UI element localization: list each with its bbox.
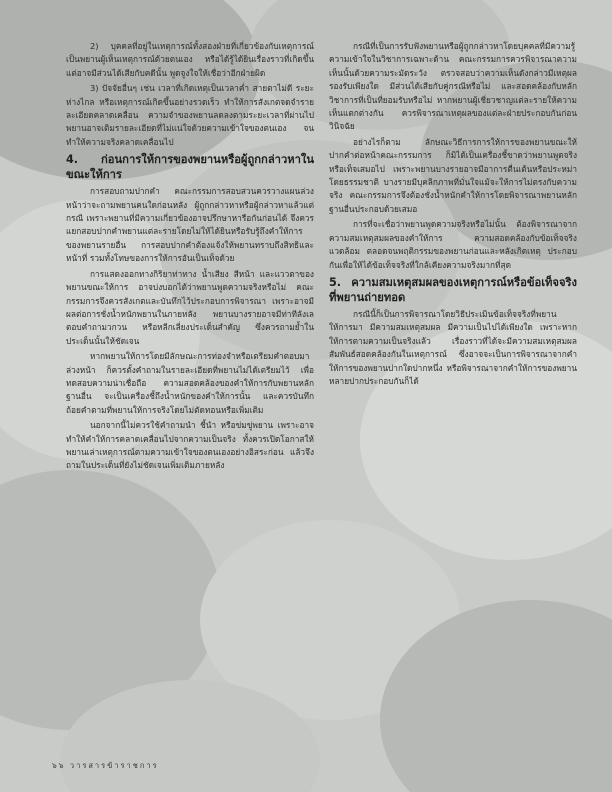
- paragraph: กรณีนี้ก็เป็นการพิจารณาโดยวิธีประเมินข้อเท็จจริงที่พยานให้การมา มีความสมเหตุสมผล มีความเป็นไปได้เพียงใด เพราะหากให้การตามความเป็นจริงแล้ว เรื่องราวที่ได้จะมีความสมเหตุสมผล สัมพันธ์สอดคล้องกันในเหตุการณ์ ซึ่งอาจจะเป็นการพิจารณาจากคำให้การของพยานปากใดปากหนึ่ง หรือพิจารณาจากคำให้การของพยานหลายปากประกอบกันก็ได้: [329, 308, 577, 386]
- paragraph: กรณีที่เป็นการรับฟังพยานหรือผู้ถูกกล่าวหาโดยบุคคลที่มีความรู้ความเข้าใจในวิชาการเฉพาะด้าน คณะกรรมการควรพิจารณาความเห็นนั้นด้วยความระมัดระวัง ตรวจสอบว่าความเห็นดังกล่าวมีเหตุผลรองรับเพียงใด มีส่วนได้เสียกับคู่กรณีหรือไม่ และสอดคล้องกับหลักวิชาการที่เป็นที่ยอมรับหรือไม่ หากพยานผู้เชี่ยวชาญแต่ละรายให้ความเห็นแตกต่างกัน ควรพิจารณาเหตุผลของแต่ละฝ่ายประกอบกันก่อนวินิจฉัย: [329, 41, 577, 132]
- paragraph: 2) บุคคลที่อยู่ในเหตุการณ์ทั้งสองฝ่ายที่เกี่ยวข้องกับเหตุการณ์ เป็นพยานผู้เห็นเหตุการณ์ด้วยตนเอง หรือได้รู้ได้ยินเรื่องราวที่เกิดขึ้น แต่อาจมีส่วนได้เสียกับคดีนั้น พูดจูงใจให้เชื่อว่าอีกฝ่ายผิด: [66, 41, 314, 78]
- left-column: [66, 40, 314, 475]
- section-heading-5: 5. ความสมเหตุสมผลของเหตุการณ์หรือข้อเท็จจริงที่พยานถ่ายทอด: [329, 275, 577, 304]
- paragraph: การสอบถามปากคำ คณะกรรมการสอบสวนควรวางแผนล่วงหน้าว่าจะถามพยานคนใดก่อนหลัง ผู้ถูกกล่าวหาหรือผู้กล่าวหาแล้วแต่กรณี เพราะพยานที่มีความเกี่ยวข้องอาจปรึกษาหารือกันก่อนได้ จึงควรแยกสอบปากคำพยานแต่ละรายโดยไม่ให้ได้ยินหรือรับรู้ถึงคำให้การของพยานรายอื่น การสอบปากคำต้องแจ้งให้พยานทราบถึงสิทธิและหน้าที่ รวมทั้งโทษของการให้การอันเป็นเท็จด้วย: [66, 186, 314, 264]
- paragraph: นอกจากนี้ไม่ควรใช้คำถามนำ ชี้นำ หรือข่มขู่พยาน เพราะอาจทำให้คำให้การคลาดเคลื่อนไปจากความเป็นจริง ทั้งควรเปิดโอกาสให้พยานเล่าเหตุการณ์ตามความเข้าใจของตนเองอย่างอิสระก่อน แล้วจึงถามในประเด็นที่ยังไม่ชัดเจนเพิ่มเติมภายหลัง: [66, 420, 314, 471]
- page-footer: ๖๖ วารสารข้าราชการ: [52, 761, 159, 770]
- paragraph: 3) ปัจจัยอื่นๆ เช่น เวลาที่เกิดเหตุเป็นเวลาค่ำ สายตาไม่ดี ระยะห่างไกล หรือเหตุการณ์เกิดขึ้นอย่างรวดเร็ว ทำให้การสังเกตจดจำรายละเอียดคลาดเคลื่อน ความจำของพยานลดลงตามระยะเวลาที่ผ่านไป พยานอาจเติมรายละเอียดที่ไม่แน่ใจด้วยความเข้าใจของตนเอง จนทำให้ความจริงคลาดเคลื่อนไป: [66, 83, 314, 147]
- paragraph: อย่างไรก็ตาม ลักษณะวิธีการการให้การของพยานขณะให้ปากคำต่อหน้าคณะกรรมการ ก็มิได้เป็นเครื่องชี้ขาดว่าพยานพูดจริงหรือเท็จเสมอไป เพราะพยานบางรายอาจมีอาการตื่นเต้นหรือประหม่าโดยธรรมชาติ บางรายมีบุคลิกภาพที่มั่นใจแม้จะให้การไม่ตรงกับความจริง คณะกรรมการจึงต้องชั่งน้ำหนักคำให้การโดยพิจารณาพยานหลักฐานอื่นประกอบด้วยเสมอ: [329, 136, 577, 214]
- paragraph: การแสดงออกทางกิริยาท่าทาง น้ำเสียง สีหน้า และแววตาของพยานขณะให้การ อาจบ่งบอกได้ว่าพยานพูดความจริงหรือไม่ คณะกรรมการจึงควรสังเกตและบันทึกไว้ประกอบการพิจารณา เพราะอาจมีผลต่อการชั่งน้ำหนักพยานในภายหลัง พยานบางรายอาจมีท่าทีลังเล ตอบคำถามวกวน หรือหลีกเลี่ยงประเด็นสำคัญ ซึ่งควรถามย้ำในประเด็นนั้นให้ชัดเจน: [66, 268, 314, 346]
- right-column: [329, 40, 577, 390]
- section-heading-4: 4. ก่อนการให้การของพยานหรือผู้ถูกกล่าวหาในขณะให้การ: [66, 153, 314, 182]
- paragraph: การที่จะเชื่อว่าพยานพูดความจริงหรือไม่นั้น ต้องพิจารณาจากความสมเหตุสมผลของคำให้การ ความสอดคล้องกับข้อเท็จจริงแวดล้อม ตลอดจนพฤติกรรมของพยานก่อนและหลังเกิดเหตุ ประกอบกันเพื่อให้ได้ข้อเท็จจริงที่ใกล้เคียงความจริงมากที่สุด: [329, 219, 577, 270]
- paragraph: หากพยานให้การโดยมีลักษณะการท่องจำหรือเตรียมคำตอบมาล่วงหน้า ก็ควรตั้งคำถามในรายละเอียดที่พยานไม่ได้เตรียมไว้ เพื่อทดสอบความน่าเชื่อถือ ความสอดคล้องของคำให้การกับพยานหลักฐานอื่น จะเป็นเครื่องชี้ถึงน้ำหนักของคำให้การนั้น และควรบันทึกถ้อยคำตามที่พยานให้การจริงโดยไม่ตัดทอนหรือเพิ่มเติม: [66, 351, 314, 415]
